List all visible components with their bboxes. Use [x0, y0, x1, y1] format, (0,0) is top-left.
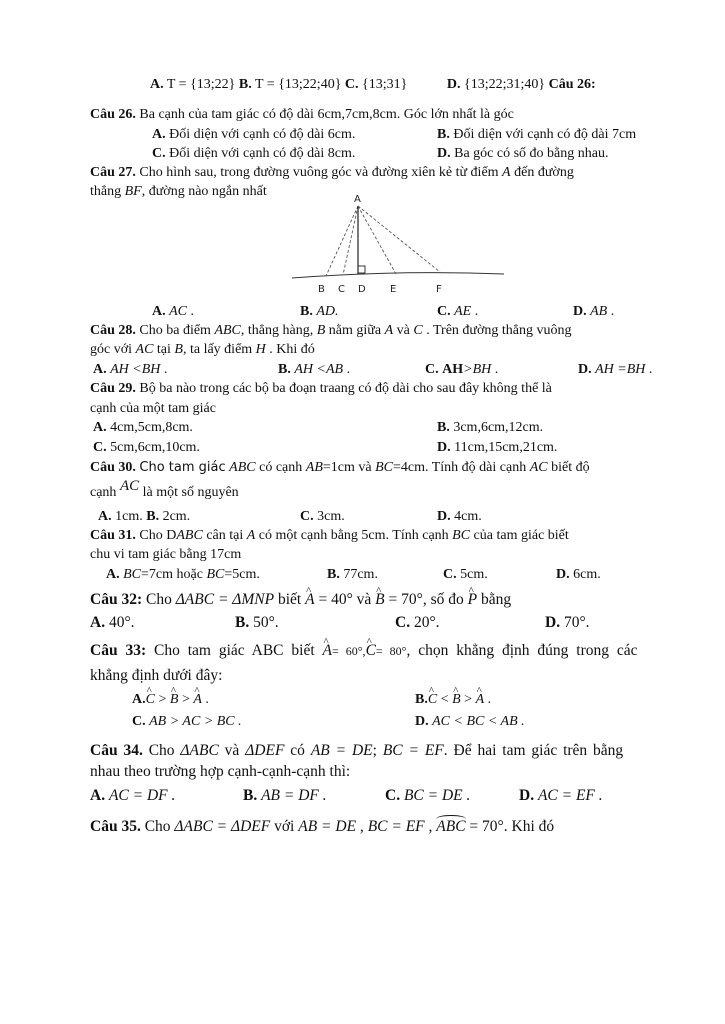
question-text: có [290, 742, 305, 759]
math-expression: ΔDEF [245, 742, 285, 759]
question-33-option-d [415, 713, 525, 731]
question-32-option-a [90, 614, 135, 632]
option-label: D. [446, 77, 461, 92]
question-text: với [274, 818, 295, 835]
option-text: 11cm,15cm,21cm. [454, 440, 558, 455]
question-text: Cho D [139, 528, 177, 543]
option-label: D. [573, 304, 587, 319]
math-expression: ΔABC = ΔMNP [175, 591, 275, 608]
option-label: C. [132, 714, 146, 729]
question-29-option-b [437, 419, 543, 437]
math-value: = 70° [469, 818, 504, 835]
math-value: = 40° [318, 591, 353, 608]
question-text: . Tính độ dài cạnh [424, 460, 527, 475]
option-label: B. [238, 77, 252, 92]
option-label: B. [327, 567, 340, 582]
option-label: D. [437, 509, 451, 524]
question-34-stem [90, 742, 623, 760]
option-text: 6cm. [573, 567, 601, 582]
option-label: C. [437, 304, 451, 319]
question-32-option-b [235, 614, 279, 632]
option-label: D. [437, 440, 451, 455]
question-label: Câu 34. [90, 742, 143, 759]
question-26-option-c [152, 145, 355, 163]
question-text: chu vi tam giác bằng 17cm [90, 547, 242, 562]
option-text: {13;22;31;40} [464, 77, 546, 92]
option-text: BC [206, 567, 225, 582]
option-text: 2cm. [162, 509, 191, 524]
math-operator: ; [372, 742, 377, 759]
segment-ae [358, 206, 396, 274]
question-text: cạnh của một tam giác [90, 401, 216, 416]
question-31-option-d [556, 566, 601, 584]
math-expression: ΔABC = ΔDEF [174, 818, 271, 835]
math-expression: ΔABC [180, 742, 219, 759]
question-27-options: A. AC . [152, 304, 195, 319]
option-label: B. [146, 509, 160, 524]
option-text: AH <AB [294, 362, 344, 377]
option-label: A. [90, 787, 106, 804]
angle-symbol: ^ A [193, 691, 202, 709]
question-33-stem [90, 642, 638, 660]
math-symbol: ABC [229, 460, 256, 475]
question-text: đến đường [514, 165, 574, 180]
option-text: 40°. [108, 614, 135, 631]
option-text: =5cm. [224, 567, 260, 582]
option-label: B. [243, 787, 258, 804]
question-28-stem [90, 322, 572, 340]
option-label: A. [93, 420, 107, 435]
question-27-stem-2 [90, 183, 267, 201]
math-value: = 70° [388, 591, 423, 608]
option-text: AH =BH [595, 362, 646, 377]
math-symbol: BF [124, 184, 142, 199]
option-label: D. [545, 614, 561, 631]
option-label: D. [578, 362, 592, 377]
math-symbol: ABC [214, 323, 241, 338]
option-label: C. [152, 146, 166, 161]
question-text: . Khi đó [503, 818, 555, 835]
option-label: C. [300, 509, 314, 524]
math-value: =1cm [322, 460, 355, 475]
math-expression: BC = EF [382, 742, 444, 759]
geometry-figure [288, 192, 508, 296]
option-label: D. [556, 567, 570, 582]
angle-symbol: ^ A [305, 591, 314, 609]
math-symbol: C [413, 323, 423, 338]
option-label: C. [425, 362, 439, 377]
option-text: Đối diện với cạnh có độ dài 8cm. [169, 146, 356, 161]
option-text: AB = DF . [261, 787, 327, 804]
option-text: 5cm,6cm,10cm. [110, 440, 200, 455]
question-text: , đường nào ngắn nhất [141, 184, 267, 199]
angle-symbol: ^ C [366, 642, 376, 660]
right-angle-mark [358, 266, 365, 273]
option-text: 3cm. [317, 509, 345, 524]
option-text: AD. [316, 304, 339, 319]
question-28-option-a: A. AH <BH . [93, 362, 168, 377]
question-label: Câu 31. [90, 528, 136, 543]
option-label: A. [150, 77, 164, 92]
math-symbol: A [502, 165, 511, 180]
math-symbol: ABC [176, 528, 203, 543]
math-symbol: AB [305, 460, 323, 475]
question-text: của tam giác biết [473, 528, 569, 543]
question-text: có cạnh [259, 460, 303, 475]
option-label: B. [437, 127, 450, 142]
question-30-option-c [300, 508, 345, 526]
question-text: tại [156, 342, 171, 357]
question-text: khẳng định dưới đây: [90, 667, 223, 684]
question-27-option-c: C. AE . [437, 304, 479, 319]
option-text: 4cm,5cm,8cm. [110, 420, 193, 435]
option-text: 77cm. [343, 567, 378, 582]
option-label: A. [98, 509, 112, 524]
option-text: Đối diện với cạnh có độ dài 6cm. [169, 127, 356, 142]
question-34-option-b [243, 787, 327, 805]
question-text: biết độ [551, 460, 590, 475]
question-31-option-c [443, 566, 488, 584]
question-27-option-d: D. AB . [573, 304, 615, 319]
question-text: biết [277, 591, 302, 608]
question-30-options [98, 508, 190, 526]
question-label: Câu 26. [90, 107, 136, 122]
math-expression: BC = EF , [367, 818, 433, 835]
question-29-option-d [437, 439, 557, 457]
math-symbol: BC [452, 528, 471, 543]
option-label: D. [437, 146, 451, 161]
question-text: nhau theo trường hợp cạnh-cạnh-cạnh thì: [90, 763, 351, 780]
option-text: 20°. [413, 614, 440, 631]
point-label-b: B [318, 284, 325, 295]
math-symbol: AC [529, 460, 548, 475]
question-34-stem-2 [90, 763, 350, 781]
question-28-option-d: D. AH =BH . [578, 362, 653, 377]
question-label: Câu 30. [90, 460, 136, 475]
question-31-option-a [106, 566, 260, 584]
question-text: và [396, 323, 410, 338]
math-symbol: B [316, 323, 326, 338]
angle-symbol: ^ B [452, 691, 461, 709]
point-label-a: A [354, 194, 361, 205]
option-text: Ba góc có số đo bằng nhau. [454, 146, 609, 161]
point-label-c: C [338, 284, 345, 295]
question-33-stem-2 [90, 667, 222, 685]
angle-symbol: ^ C [428, 691, 437, 709]
question-text: là một số nguyên [142, 485, 239, 500]
question-27-option-b [300, 303, 339, 321]
question-label: Câu 27. [90, 165, 136, 180]
math-value: = 60°, [331, 644, 366, 658]
angle-symbol: ^ C [146, 691, 155, 709]
option-text: 4cm. [454, 509, 482, 524]
question-29-stem [90, 380, 552, 398]
question-31-stem-2 [90, 546, 241, 564]
angle-symbol: ^ P [468, 591, 477, 609]
option-text: {13;31} [362, 77, 408, 92]
question-29-option-c [93, 439, 200, 457]
question-text: Cho [148, 742, 175, 759]
option-text: T = {13;22;40} [255, 77, 342, 92]
question-28-stem-2 [90, 341, 315, 359]
question-label: Câu 28. [90, 323, 136, 338]
option-text: AE [454, 304, 472, 319]
option-text: >BH [463, 362, 492, 377]
question-text: và [356, 591, 372, 608]
option-label: A. [106, 567, 120, 582]
option-text: =7cm hoặc [141, 567, 203, 582]
option-text: 5cm. [460, 567, 488, 582]
question-29-option-a [93, 419, 193, 437]
angle-symbol: ^ A [323, 642, 332, 660]
question-35-stem [90, 818, 554, 836]
question-text: , số đo [422, 591, 464, 608]
question-33-option-b: B.^ C < ^ B > ^ A . [415, 691, 491, 709]
segment-ab [326, 206, 358, 276]
option-text: 1cm. [115, 509, 143, 524]
question-29-stem-2 [90, 400, 216, 418]
question-26-option-b [437, 126, 636, 144]
question-label: Câu 35. [90, 818, 141, 835]
segment-ac [343, 206, 358, 275]
option-text: 50°. [253, 614, 279, 631]
option-label: B. [415, 692, 428, 707]
segment-af [358, 206, 440, 272]
question-text: , ta lấy điểm [182, 342, 253, 357]
option-label: C. [93, 440, 107, 455]
question-32-option-c [395, 614, 440, 632]
figure-svg [288, 192, 508, 296]
line-bf [292, 273, 504, 278]
question-text: Cho [145, 591, 172, 608]
option-text: AC [169, 304, 188, 319]
question-text: . Để hai tam giác trên bằng [443, 742, 624, 759]
question-text: . Trên đường thẳng vuông [426, 323, 572, 338]
math-operator: > [464, 692, 473, 707]
question-text: Cho [144, 818, 171, 835]
question-33-option-a: A.^ C > ^ B > ^ A . [132, 691, 209, 709]
math-expression: AB = DE , [298, 818, 364, 835]
math-symbol: A [384, 323, 394, 338]
angle-symbol: ^ B [375, 591, 384, 609]
question-text: Cho ba điểm [139, 323, 211, 338]
question-31-option-b [327, 566, 378, 584]
question-text: cạnh [90, 485, 117, 500]
option-text: AH [442, 362, 464, 377]
option-label: A. [93, 362, 107, 377]
option-label: B. [437, 420, 450, 435]
option-label: C. [395, 614, 411, 631]
option-label: D. [415, 714, 429, 729]
question-30-stem-2 [90, 478, 239, 502]
angle-symbol: ^ A [476, 691, 485, 709]
option-text: AC < BC < AB . [432, 714, 525, 729]
math-symbol: A [246, 528, 256, 543]
question-28-option-b: B. AH <AB . [278, 362, 351, 377]
math-operator: > [181, 692, 190, 707]
question-label: Câu 32: [90, 591, 143, 608]
math-value: =4cm [392, 460, 425, 475]
option-label: A. [132, 692, 146, 707]
point-label-e: E [390, 284, 397, 295]
angle-symbol: ^ B [170, 691, 179, 709]
math-symbol: B [174, 342, 183, 357]
question-30-option-d [437, 508, 482, 526]
question-26-stem [90, 106, 514, 124]
option-text: AH <BH [110, 362, 161, 377]
question-28-option-c: C. AH>BH . [425, 362, 499, 377]
question-34-option-a [90, 787, 175, 805]
question-text: bằng [480, 591, 512, 608]
question-31-stem [90, 527, 569, 545]
option-label: A. [152, 127, 166, 142]
question-26-option-d [437, 145, 608, 163]
point-label-d: D [358, 284, 366, 295]
angle-symbol: ABC [436, 818, 466, 835]
option-text: AC = DF . [108, 787, 176, 804]
option-text: 3cm,6cm,12cm. [453, 420, 544, 435]
question-34-option-c [385, 787, 470, 805]
question-text: Bộ ba nào trong các bộ ba đoạn traang có độ dài cho sau đây không thể là [139, 381, 552, 396]
math-expression: AB = DE [310, 742, 373, 759]
question-34-option-d [519, 787, 603, 805]
question-text: có một cạnh bằng 5cm. Tính cạnh [258, 528, 449, 543]
question-text: góc với [90, 342, 133, 357]
point-label-f: F [436, 284, 442, 295]
question-text: Cho tam giác ABC biết [153, 642, 315, 659]
question-30-stem [90, 459, 590, 477]
math-symbol: AC [119, 478, 140, 494]
math-operator: > [158, 692, 167, 707]
top-options-line [150, 76, 596, 94]
question-text: nằm giữa [328, 323, 382, 338]
question-text: và [224, 742, 240, 759]
question-text: Cho hình sau, trong đường vuông góc và đường xiên kẻ từ điểm [139, 165, 499, 180]
option-text: Đối diện với cạnh có độ dài 7cm [453, 127, 637, 142]
option-label: B. [278, 362, 291, 377]
option-label: C. [443, 567, 457, 582]
question-text: . Khi đó [269, 342, 315, 357]
question-label: Câu 33: [90, 642, 147, 659]
question-text: , chọn khẳng định đúng trong các [406, 642, 638, 659]
math-symbol: H [255, 342, 266, 357]
question-text: thẳng [90, 184, 122, 199]
question-32-stem [90, 591, 511, 609]
math-operator: < [440, 692, 449, 707]
question-text: cân tại [206, 528, 244, 543]
option-label: C. [385, 787, 401, 804]
question-text: Cho tam giác [139, 460, 226, 475]
question-text: , thẳng hàng, [240, 323, 314, 338]
option-label: A. [90, 614, 106, 631]
option-label: B. [235, 614, 250, 631]
option-text: AB > AC > BC . [149, 714, 242, 729]
question-text: và [358, 460, 372, 475]
option-label: B. [300, 304, 313, 319]
option-label: A. [152, 304, 166, 319]
option-label: C. [344, 77, 359, 92]
math-value: = 80° [375, 644, 407, 658]
option-text: BC [123, 567, 142, 582]
math-symbol: BC [375, 460, 393, 475]
option-text: 70°. [563, 614, 590, 631]
question-33-option-c [132, 713, 242, 731]
question-label: Câu 26: [548, 77, 596, 92]
option-text: BC = DE . [403, 787, 471, 804]
option-text: T = {13;22} [166, 77, 236, 92]
question-text: Ba cạnh của tam giác có độ dài 6cm,7cm,8cm. Góc lớn nhất là góc [139, 107, 514, 122]
question-32-option-d [545, 614, 590, 632]
option-text: AC = EF . [537, 787, 603, 804]
option-text: AB [590, 304, 608, 319]
question-27-stem [90, 164, 574, 182]
option-label: D. [519, 787, 535, 804]
question-label: Câu 29. [90, 381, 136, 396]
math-symbol: AC [135, 342, 154, 357]
question-26-option-a [152, 126, 355, 144]
